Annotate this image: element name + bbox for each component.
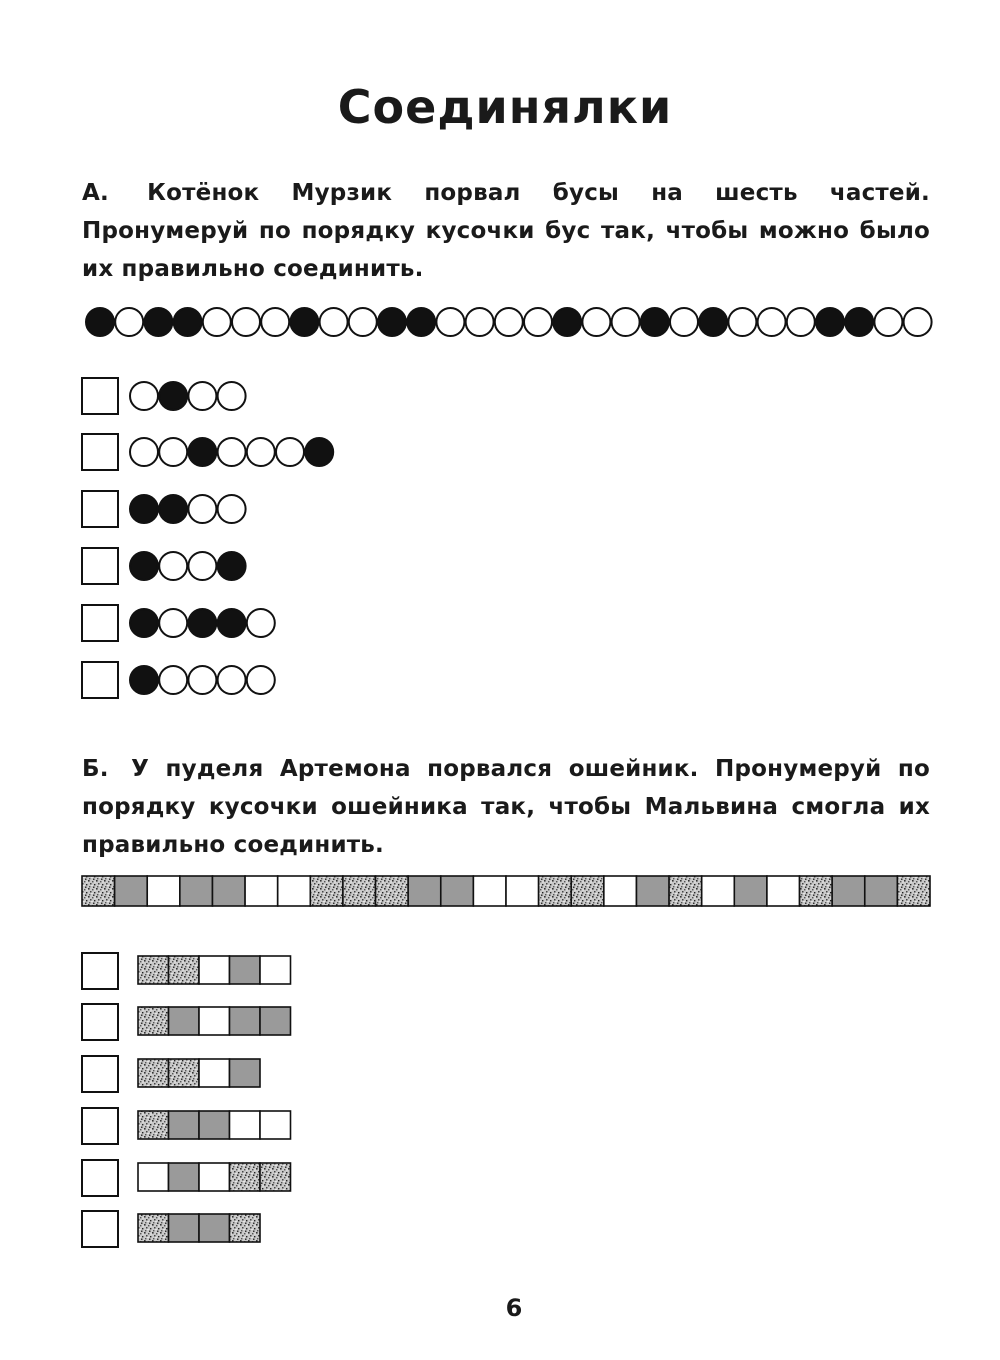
page-number: 6: [505, 1294, 523, 1322]
white-segment: [199, 956, 230, 984]
white-bead: [320, 308, 348, 336]
gray-segment: [212, 876, 245, 906]
speckled-segment: [260, 1163, 291, 1191]
black-bead: [290, 308, 318, 336]
answer-box[interactable]: [82, 605, 118, 641]
speckled-segment: [897, 876, 930, 906]
bead-piece-5: [82, 605, 275, 641]
black-bead: [130, 495, 158, 523]
gray-segment: [230, 956, 261, 984]
answer-box[interactable]: [82, 548, 118, 584]
answer-box[interactable]: [82, 434, 118, 470]
white-bead: [904, 308, 932, 336]
white-bead: [758, 308, 786, 336]
gray-segment: [180, 876, 213, 906]
gray-segment: [169, 1214, 200, 1242]
gray-segment: [865, 876, 898, 906]
speckled-segment: [230, 1214, 261, 1242]
white-segment: [230, 1111, 261, 1139]
gray-segment: [408, 876, 441, 906]
white-bead: [261, 308, 289, 336]
page-title: Соединялки: [337, 80, 673, 134]
white-segment: [260, 956, 291, 984]
speckled-segment: [539, 876, 572, 906]
white-segment: [260, 1111, 291, 1139]
white-bead: [115, 308, 143, 336]
gray-segment: [734, 876, 767, 906]
white-bead: [203, 308, 231, 336]
white-bead: [349, 308, 377, 336]
task-a-letter: А.: [82, 180, 109, 206]
white-bead: [218, 438, 246, 466]
gray-segment: [832, 876, 865, 906]
black-bead: [218, 609, 246, 637]
answer-box[interactable]: [82, 1160, 118, 1196]
speckled-segment: [230, 1163, 261, 1191]
bead-pieces: [82, 378, 333, 698]
black-bead: [699, 308, 727, 336]
collar-pieces: [82, 953, 291, 1247]
black-bead: [218, 552, 246, 580]
black-bead: [816, 308, 844, 336]
speckled-segment: [138, 1111, 169, 1139]
collar-piece-2: [82, 1004, 291, 1040]
white-segment: [604, 876, 637, 906]
black-bead: [130, 666, 158, 694]
white-bead: [232, 308, 260, 336]
white-bead: [188, 382, 216, 410]
black-bead: [130, 552, 158, 580]
black-bead: [159, 495, 187, 523]
speckled-segment: [669, 876, 702, 906]
white-bead: [670, 308, 698, 336]
white-bead: [874, 308, 902, 336]
white-segment: [199, 1059, 230, 1087]
task-b-text: У пуделя Артемона порвался ошейник. Пронумеруй по порядку кусочки ошейника так, чтобы Мальвина смогла их правильно соединить.: [82, 756, 930, 858]
black-bead: [144, 308, 172, 336]
speckled-segment: [138, 1214, 169, 1242]
gray-segment: [169, 1163, 200, 1191]
white-segment: [473, 876, 506, 906]
answer-box[interactable]: [82, 378, 118, 414]
bead-piece-2: [82, 434, 333, 470]
bead-piece-1: [82, 378, 246, 414]
white-bead: [159, 609, 187, 637]
speckled-segment: [138, 1059, 169, 1087]
white-segment: [506, 876, 539, 906]
task-b-letter: Б.: [82, 756, 109, 782]
white-bead: [582, 308, 610, 336]
speckled-segment: [82, 876, 115, 906]
black-bead: [174, 308, 202, 336]
white-segment: [245, 876, 278, 906]
black-bead: [159, 382, 187, 410]
white-bead: [188, 495, 216, 523]
gray-segment: [199, 1214, 230, 1242]
white-bead: [495, 308, 523, 336]
task-a-text: Котёнок Мурзик порвал бусы на шесть частей. Пронумеруй по порядку кусочки бус так, чтобы можно было их правильно соединить.: [82, 180, 930, 282]
gray-segment: [230, 1007, 261, 1035]
answer-box[interactable]: [82, 1108, 118, 1144]
black-bead: [86, 308, 114, 336]
answer-box[interactable]: [82, 491, 118, 527]
speckled-segment: [138, 956, 169, 984]
black-bead: [130, 609, 158, 637]
full-collar-strip: [82, 876, 930, 906]
white-bead: [130, 382, 158, 410]
speckled-segment: [376, 876, 409, 906]
black-bead: [188, 609, 216, 637]
white-bead: [247, 666, 275, 694]
white-bead: [218, 382, 246, 410]
gray-segment: [169, 1111, 200, 1139]
white-segment: [199, 1163, 230, 1191]
speckled-segment: [169, 1059, 200, 1087]
speckled-segment: [343, 876, 376, 906]
collar-piece-4: [82, 1108, 291, 1144]
white-bead: [159, 552, 187, 580]
black-bead: [845, 308, 873, 336]
black-bead: [188, 438, 216, 466]
black-bead: [407, 308, 435, 336]
bead-piece-3: [82, 491, 246, 527]
gray-segment: [441, 876, 474, 906]
white-segment: [278, 876, 311, 906]
black-bead: [305, 438, 333, 466]
white-bead: [159, 666, 187, 694]
white-bead: [436, 308, 464, 336]
white-bead: [130, 438, 158, 466]
bead-piece-4: [82, 548, 246, 584]
white-bead: [247, 438, 275, 466]
speckled-segment: [138, 1007, 169, 1035]
answer-box[interactable]: [82, 1056, 118, 1092]
gray-segment: [115, 876, 148, 906]
full-bead-string: [86, 308, 932, 336]
white-segment: [147, 876, 180, 906]
gray-segment: [199, 1111, 230, 1139]
white-segment: [199, 1007, 230, 1035]
collar-piece-1: [82, 953, 291, 989]
white-bead: [728, 308, 756, 336]
speckled-segment: [571, 876, 604, 906]
white-segment: [767, 876, 800, 906]
white-bead: [612, 308, 640, 336]
white-bead: [247, 609, 275, 637]
answer-box[interactable]: [82, 662, 118, 698]
white-bead: [188, 552, 216, 580]
gray-segment: [169, 1007, 200, 1035]
answer-box[interactable]: [82, 1004, 118, 1040]
collar-piece-5: [82, 1160, 291, 1196]
gray-segment: [260, 1007, 291, 1035]
answer-box[interactable]: [82, 953, 118, 989]
collar-piece-3: [82, 1056, 260, 1092]
white-segment: [702, 876, 735, 906]
gray-segment: [230, 1059, 261, 1087]
white-bead: [188, 666, 216, 694]
black-bead: [378, 308, 406, 336]
white-bead: [787, 308, 815, 336]
speckled-segment: [310, 876, 343, 906]
white-bead: [524, 308, 552, 336]
answer-box[interactable]: [82, 1211, 118, 1247]
white-bead: [218, 666, 246, 694]
collar-piece-6: [82, 1211, 260, 1247]
black-bead: [641, 308, 669, 336]
white-bead: [218, 495, 246, 523]
white-bead: [466, 308, 494, 336]
speckled-segment: [169, 956, 200, 984]
speckled-segment: [800, 876, 833, 906]
white-segment: [138, 1163, 169, 1191]
bead-piece-6: [82, 662, 275, 698]
gray-segment: [636, 876, 669, 906]
white-bead: [276, 438, 304, 466]
white-bead: [159, 438, 187, 466]
black-bead: [553, 308, 581, 336]
